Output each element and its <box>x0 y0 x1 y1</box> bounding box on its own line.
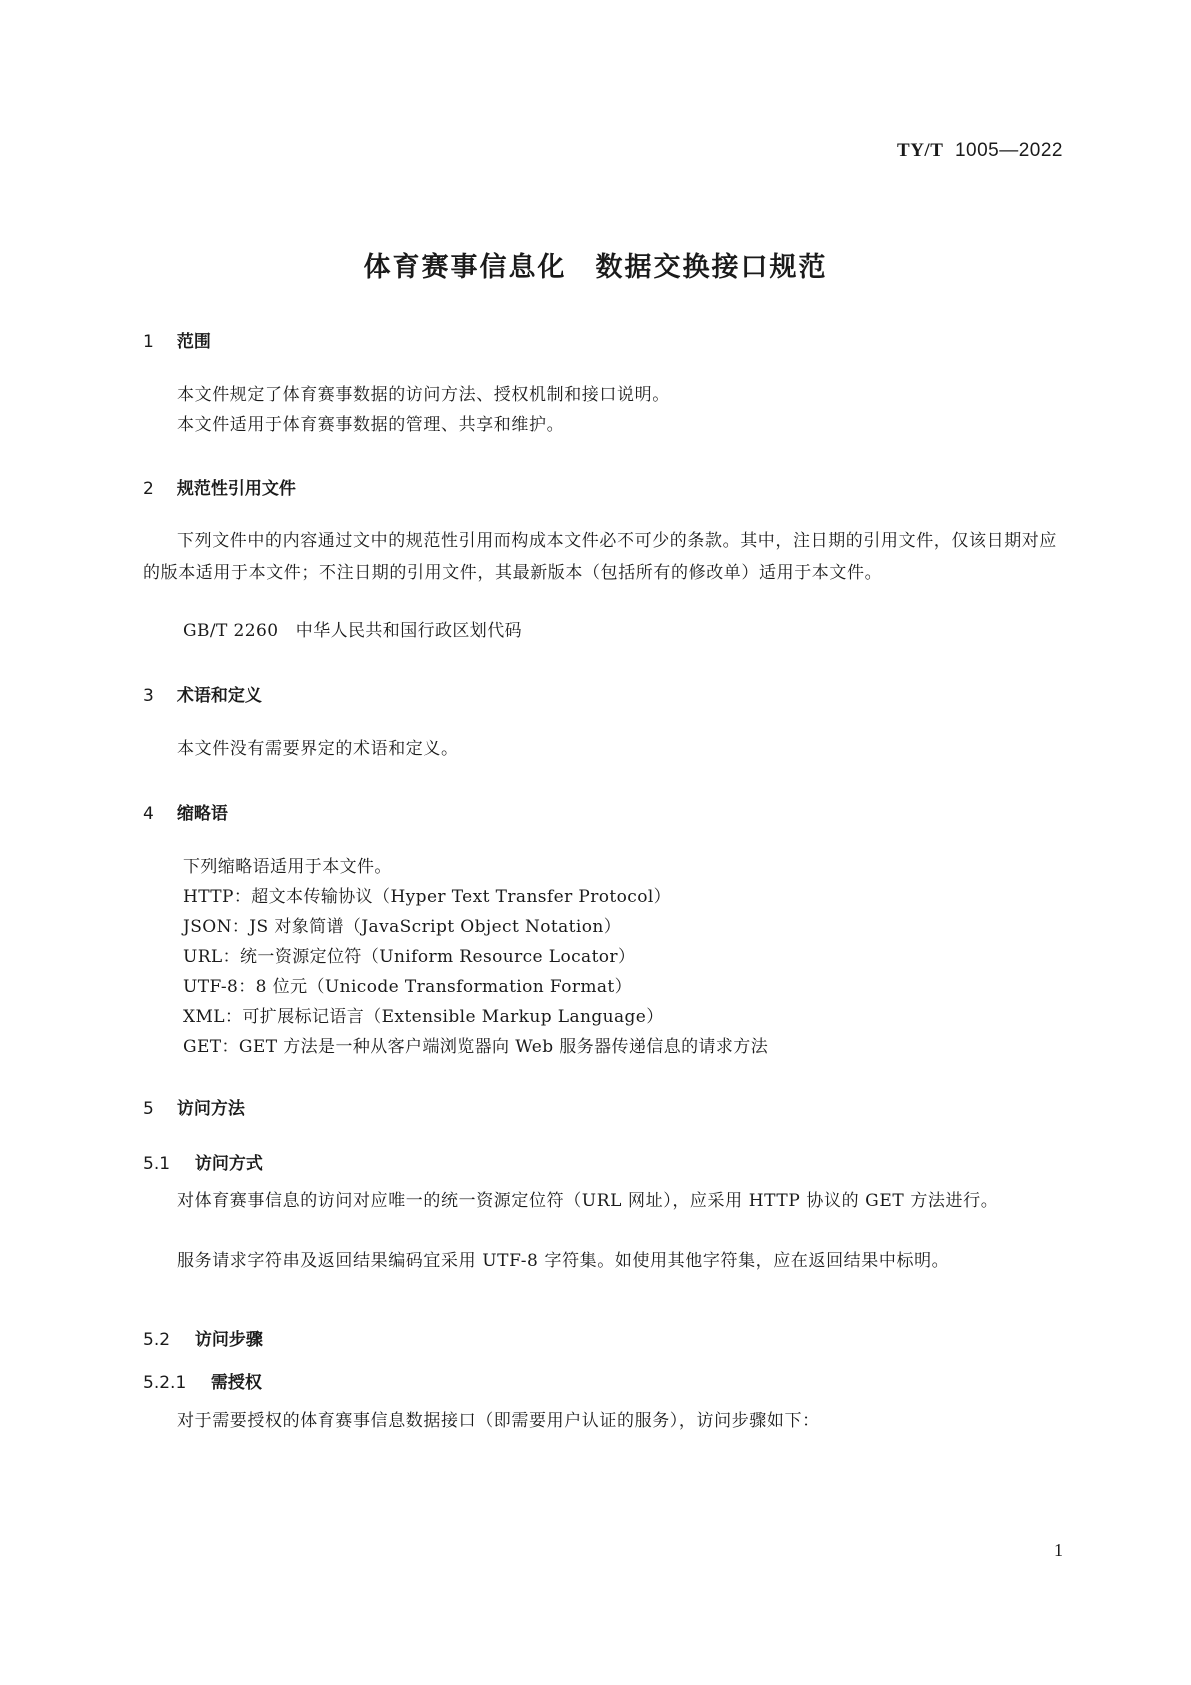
paragraph: 服务请求字符串及返回结果编码宜采用 UTF-8 字符集。如使用其他字符集，应在返回结果中标明。 <box>177 1251 950 1271</box>
section-number: 3 <box>143 686 154 706</box>
abbreviation-item: UTF-8：8 位元（Unicode Transformation Format） <box>183 977 633 997</box>
section-number: 5.2.1 <box>143 1373 187 1393</box>
section-number: 2 <box>143 479 154 499</box>
section-title: 访问方式 <box>194 1154 263 1174</box>
section-1-heading <box>143 327 211 352</box>
abbreviation-item: GET：GET 方法是一种从客户端浏览器向 Web 服务器传递信息的请求方法 <box>183 1037 769 1057</box>
paragraph: 本文件没有需要界定的术语和定义。 <box>177 739 459 759</box>
normative-reference: GB/T 2260 中华人民共和国行政区划代码 <box>183 621 523 641</box>
abbreviation-item: HTTP：超文本传输协议（Hyper Text Transfer Protocol） <box>183 887 672 907</box>
section-title: 范围 <box>176 332 211 352</box>
section-number: 4 <box>143 804 154 824</box>
section-number: 5 <box>143 1099 154 1119</box>
section-number: 5.2 <box>143 1330 171 1350</box>
section-title: 缩略语 <box>176 804 228 824</box>
abbreviation-item: JSON：JS 对象简谱（JavaScript Object Notation） <box>183 917 622 937</box>
document-title: 体育赛事信息化 数据交换接口规范 <box>363 252 828 283</box>
section-title: 需授权 <box>210 1373 262 1393</box>
section-5-2-1-heading <box>143 1368 262 1393</box>
abbreviation-item: URL：统一资源定位符（Uniform Resource Locator） <box>183 947 636 967</box>
standard-number: 1005—2022 <box>954 140 1063 161</box>
section-3-heading <box>143 681 262 706</box>
standard-code <box>897 140 1063 162</box>
standard-org: TY/T <box>897 140 944 161</box>
section-5-heading <box>143 1094 245 1119</box>
page-number: 1 <box>1054 1540 1063 1560</box>
abbreviation-item: XML：可扩展标记语言（Extensible Markup Language） <box>183 1007 664 1027</box>
section-title: 规范性引用文件 <box>176 479 296 499</box>
paragraph: 下列文件中的内容通过文中的规范性引用而构成本文件必不可少的条款。其中，注日期的引用文件，仅该日期对应的版本适用于本文件；不注日期的引用文件，其最新版本（包括所有的修改单）适用于本文件。 <box>143 531 1057 583</box>
section-5-2-heading <box>143 1325 263 1350</box>
section-number: 1 <box>143 332 154 352</box>
section-number: 5.1 <box>143 1154 171 1174</box>
section-title: 访问方法 <box>176 1099 245 1119</box>
paragraph: 对体育赛事信息的访问对应唯一的统一资源定位符（URL 网址），应采用 HTTP 协议的 GET 方法进行。 <box>177 1191 999 1211</box>
paragraph: 对于需要授权的体育赛事信息数据接口（即需要用户认证的服务），访问步骤如下： <box>177 1411 820 1431</box>
paragraph: 本文件规定了体育赛事数据的访问方法、授权机制和接口说明。 <box>177 385 670 405</box>
abbreviation-intro: 下列缩略语适用于本文件。 <box>183 857 392 877</box>
section-4-heading <box>143 799 228 824</box>
paragraph: 本文件适用于体育赛事数据的管理、共享和维护。 <box>177 415 565 435</box>
section-5-1-heading <box>143 1149 263 1174</box>
section-2-heading <box>143 474 296 499</box>
section-title: 术语和定义 <box>176 686 262 706</box>
section-title: 访问步骤 <box>194 1330 263 1350</box>
